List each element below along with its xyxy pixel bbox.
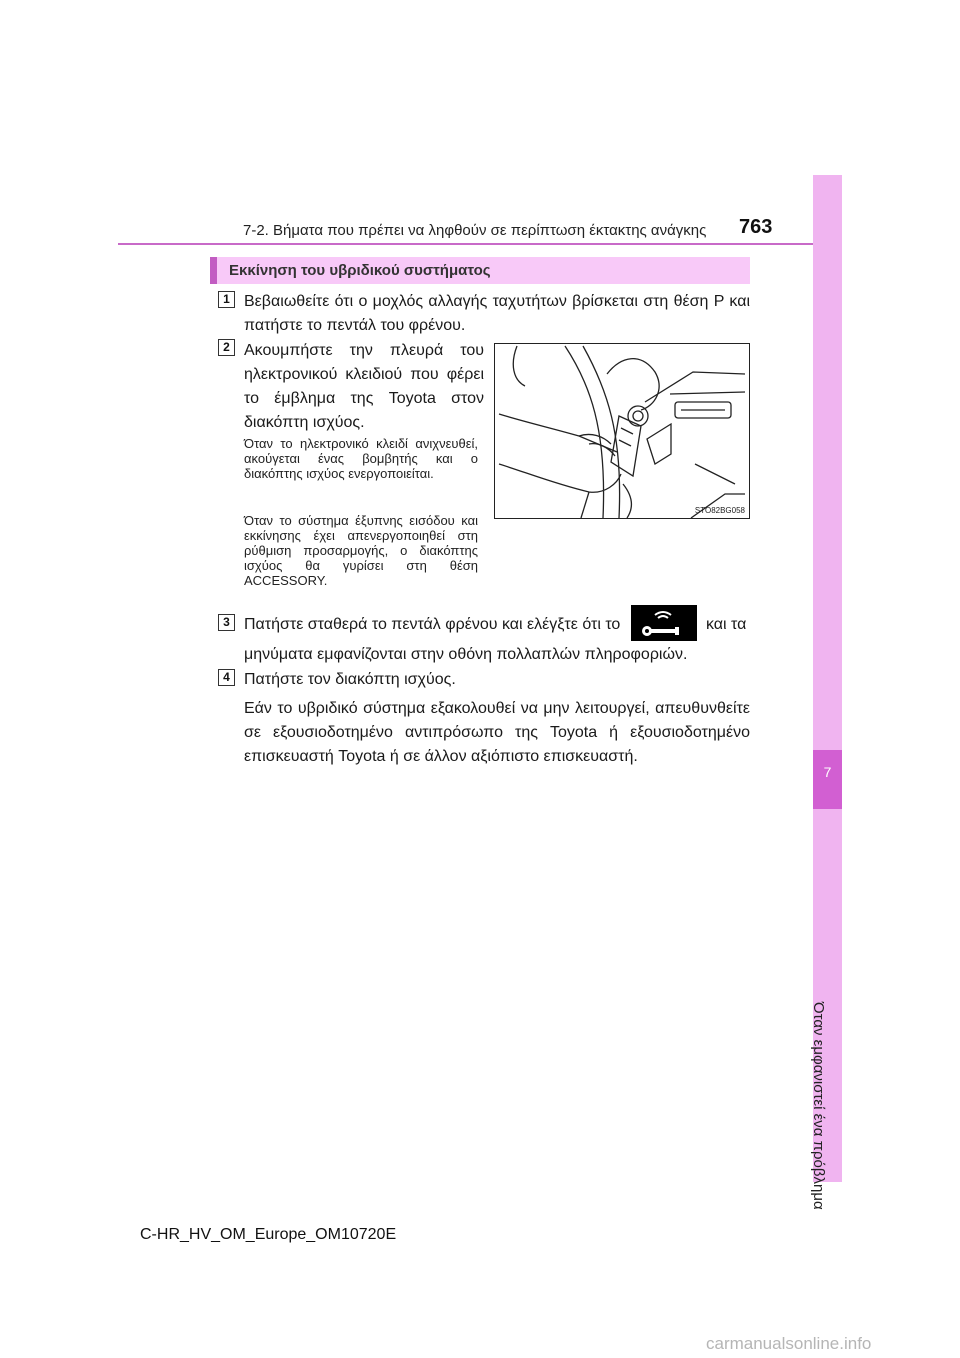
- figure-code: STO82BG058: [694, 506, 745, 515]
- step-3-text-after-icon: και τα: [706, 616, 747, 633]
- key-brake-indicator-icon: [631, 605, 697, 641]
- illustration-drawing: [495, 344, 749, 518]
- step-number-1: 1: [218, 291, 235, 308]
- step-2-note-2: Όταν το σύστημα έξυπνης εισόδου και εκκίνησης έχει απενεργοποιηθεί στη ρύθμιση προσαρμογής, ο διακόπτης ισχύος θα γυρίσει στη θέση ACCESSORY.: [244, 513, 478, 588]
- step-2-text: Ακουμπήστε την πλευρά του ηλεκτρονικού κλειδιού που φέρει το έμβλημα της Toyota στον διακόπτη ισχύος.: [244, 342, 484, 431]
- step-number-2: 2: [218, 339, 235, 356]
- header-rule: [118, 243, 813, 245]
- step-4-text: Πατήστε τον διακόπτη ισχύος.: [244, 671, 456, 688]
- step-1-text: Βεβαιωθείτε ότι ο μοχλός αλλαγής ταχυτήτων βρίσκεται στη θέση P και πατήστε το πεντάλ του φρένου.: [244, 293, 750, 334]
- step-number-4: 4: [218, 669, 235, 686]
- watermark: carmanualsonline.info: [706, 1334, 872, 1353]
- step-3-text-before-icon: Πατήστε σταθερά το πεντάλ φρένου και ελέγξτε ότι το: [244, 616, 621, 633]
- section-title: Εκκίνηση του υβριδικού συστήματος: [229, 262, 491, 279]
- step-3-text-line-2: μηνύματα εμφανίζονται στην οθόνη πολλαπλών πληροφοριών.: [244, 646, 688, 663]
- header-title: 7-2. Βήματα που πρέπει να ληφθούν σε περίπτωση έκτακτης ανάγκης: [243, 222, 707, 239]
- step-number-3: 3: [218, 614, 235, 631]
- document-code: C-HR_HV_OM_Europe_OM10720E: [140, 1226, 397, 1243]
- chapter-number: 7: [823, 764, 832, 780]
- page-number: 763: [739, 216, 773, 238]
- section-header: [210, 257, 750, 284]
- step-2-note-1: Όταν το ηλεκτρονικό κλειδί ανιχνευθεί, ακούγεται ένας βομβητής και ο διακόπτης ισχύος ενεργοποιείται.: [244, 436, 478, 481]
- side-tab-label: Όταν εμφανιστεί ένα πρόβλημα: [810, 1002, 827, 1210]
- power-switch-illustration: [494, 343, 750, 519]
- closing-paragraph: Εάν το υβριδικό σύστημα εξακολουθεί να μην λειτουργεί, απευθυνθείτε σε εξουσιοδοτημένο αντιπρόσωπο της Toyota ή εξουσιοδοτημένο επισκευαστή Toyota ή σε άλλον αξιόπιστο επισκευαστή.: [244, 700, 750, 765]
